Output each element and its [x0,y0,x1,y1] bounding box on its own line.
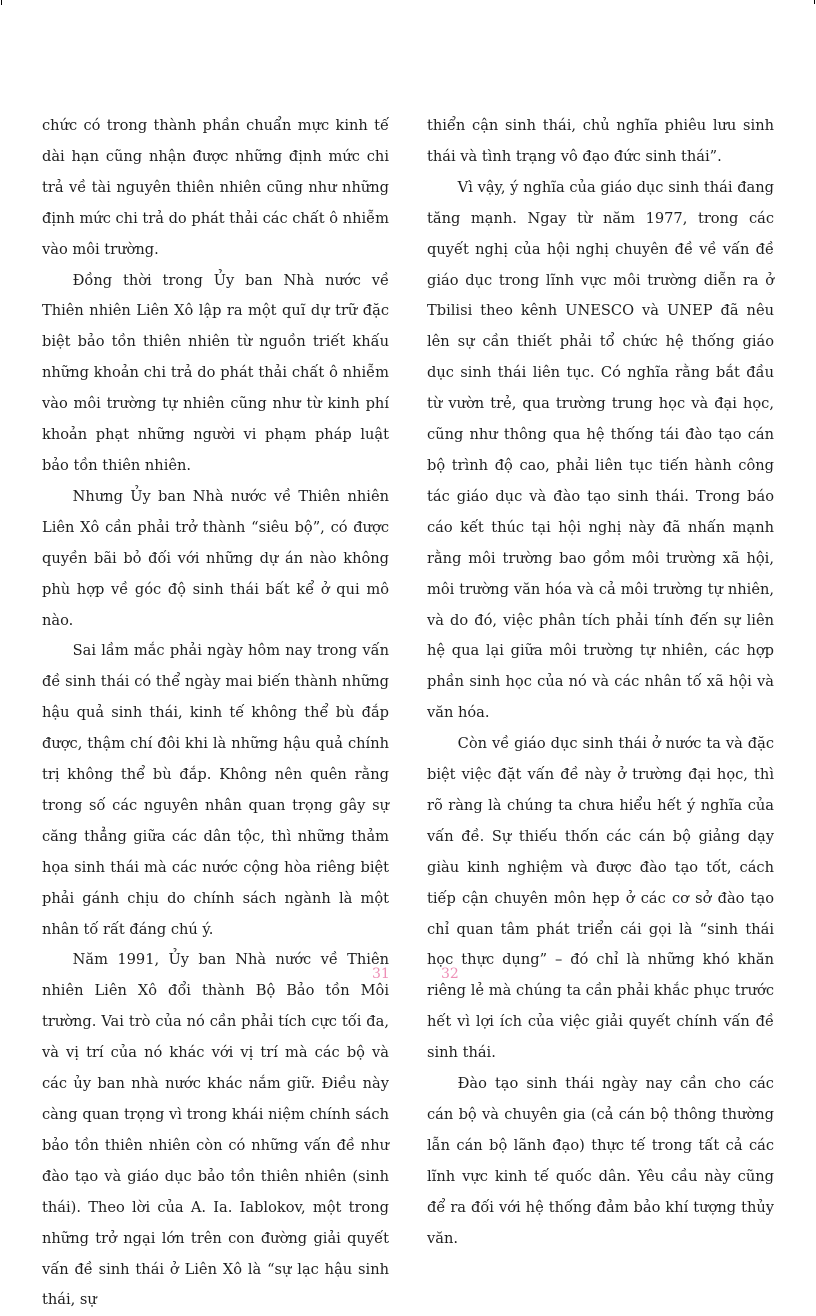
crop-mark-left [1,0,2,5]
right-paragraph-4: Đào tạo sinh thái ngày nay cần cho các cán bộ và chuyên gia (cả cán bộ thông thường lẫn cán bộ lãnh đạo) thực tế trong tất cả các lĩnh vực kinh tế quốc dân. Yêu cầu này cũng để ra đối với hệ thống đảm bảo khí tượng thủy văn. [427,1075,774,1247]
left-paragraph-2: Đồng thời trong Ủy ban Nhà nước về Thiên nhiên Liên Xô lập ra một quĩ dự trữ đặc biệt bảo tồn thiên nhiên từ nguồn triết khấu những khoản chi trả do phát thải chất ô nhiễm vào môi trường tự nhiên cũng như từ kinh phí khoản phạt những người vi phạm pháp luật bảo tồn thiên nhiên. [42,271,389,474]
page-number-left: 31 [372,966,390,982]
left-paragraph-1: chức có trong thành phần chuẩn mực kinh tế dài hạn cũng nhận được những định mức chi trả về tài nguyên thiên nhiên cũng như những định mức chi trả do phát thải các chất ô nhiễm vào môi trường. [42,117,389,258]
right-paragraph-2: Vì vậy, ý nghĩa của giáo dục sinh thái đang tăng mạnh. Ngay từ năm 1977, trong các quyết nghị của hội nghị chuyên đề về vấn đề giáo dục trong lĩnh vực môi trường diễn ra ở Tbilisi theo kênh UNESCO và UNEP đã nêu lên sự cần thiết phải tổ chức hệ thống giáo dục sinh thái liên tục. Có nghĩa rằng bắt đầu từ vườn trẻ, qua trường trung học và đại học, cũng như thông qua hệ thống tái đào tạo cán bộ trình độ cao, phải liên tục tiến hành công tác giáo dục và đào tạo sinh thái. Trong báo cáo kết thúc tại hội nghị này đã nhấn mạnh rằng môi trường bao gồm môi trường xã hội, môi trường văn hóa và cả môi trường tự nhiên, và do đó, việc phân tích phải tính đến sự liên hệ qua lại giữa môi trường tự nhiên, các hợp phần sinh học của nó và các nhân tố xã hội và văn hóa. [427,178,774,722]
right-paragraph-1: thiển cận sinh thái, chủ nghĩa phiêu lưu sinh thái và tình trạng vô đạo đức sinh thái”. [427,117,774,165]
page-number-right: 32 [441,966,459,982]
left-page-column [42,111,389,1316]
left-paragraph-5: Năm 1991, Ủy ban Nhà nước về Thiên nhiên Liên Xô đổi thành Bộ Bảo tồn Môi trường. Vai trò của nó cần phải tích cực tối đa, và vị trí của nó khác với vị trí mà các bộ và các ủy ban nhà nước khác nắm giữ. Điều này càng quan trọng vì trong khái niệm chính sách bảo tồn thiên nhiên còn có những vấn đề như đào tạo và giáo dục bảo tồn thiên nhiên (sinh thái). Theo lời của A. Ia. Iablokov, một trong những trở ngại lớn trên con đường giải quyết vấn đề sinh thái ở Liên Xô là “sự lạc hậu sinh thái, sự [42,951,389,1309]
crop-mark-right [814,0,815,4]
right-paragraph-3: Còn về giáo dục sinh thái ở nước ta và đặc biệt việc đặt vấn đề này ở trường đại học, thì rõ ràng là chúng ta chưa hiểu hết ý nghĩa của vấn đề. Sự thiếu thốn các cán bộ giảng dạy giàu kinh nghiệm và được đào tạo tốt, cách tiếp cận chuyên môn hẹp ở các cơ sở đào tạo chỉ quan tâm phát triển cái gọi là “sinh thái học thực dụng” – đó chỉ là những khó khăn riêng lẻ mà chúng ta cần phải khắc phục trước hết vì lợi ích của việc giải quyết chính vấn đề sinh thái. [427,735,774,1062]
left-paragraph-4: Sai lầm mắc phải ngày hôm nay trong vấn đề sinh thái có thể ngày mai biến thành những hậu quả sinh thái, kinh tế không thể bù đắp được, thậm chí đôi khi là những hậu quả chính trị không thể bù đắp. Không nên quên rằng trong số các nguyên nhân quan trọng gây sự căng thẳng giữa các dân tộc, thì những thảm họa sinh thái mà các nước cộng hòa riêng biệt phải gánh chịu do chính sách ngành là một nhân tố rất đáng chú ý. [42,642,389,938]
left-paragraph-3: Nhưng Ủy ban Nhà nước về Thiên nhiên Liên Xô cần phải trở thành “siêu bộ”, có được quyền bãi bỏ đối với những dự án nào không phù hợp về góc độ sinh thái bất kể ở qui mô nào. [42,487,389,629]
right-page-column [427,111,774,1255]
